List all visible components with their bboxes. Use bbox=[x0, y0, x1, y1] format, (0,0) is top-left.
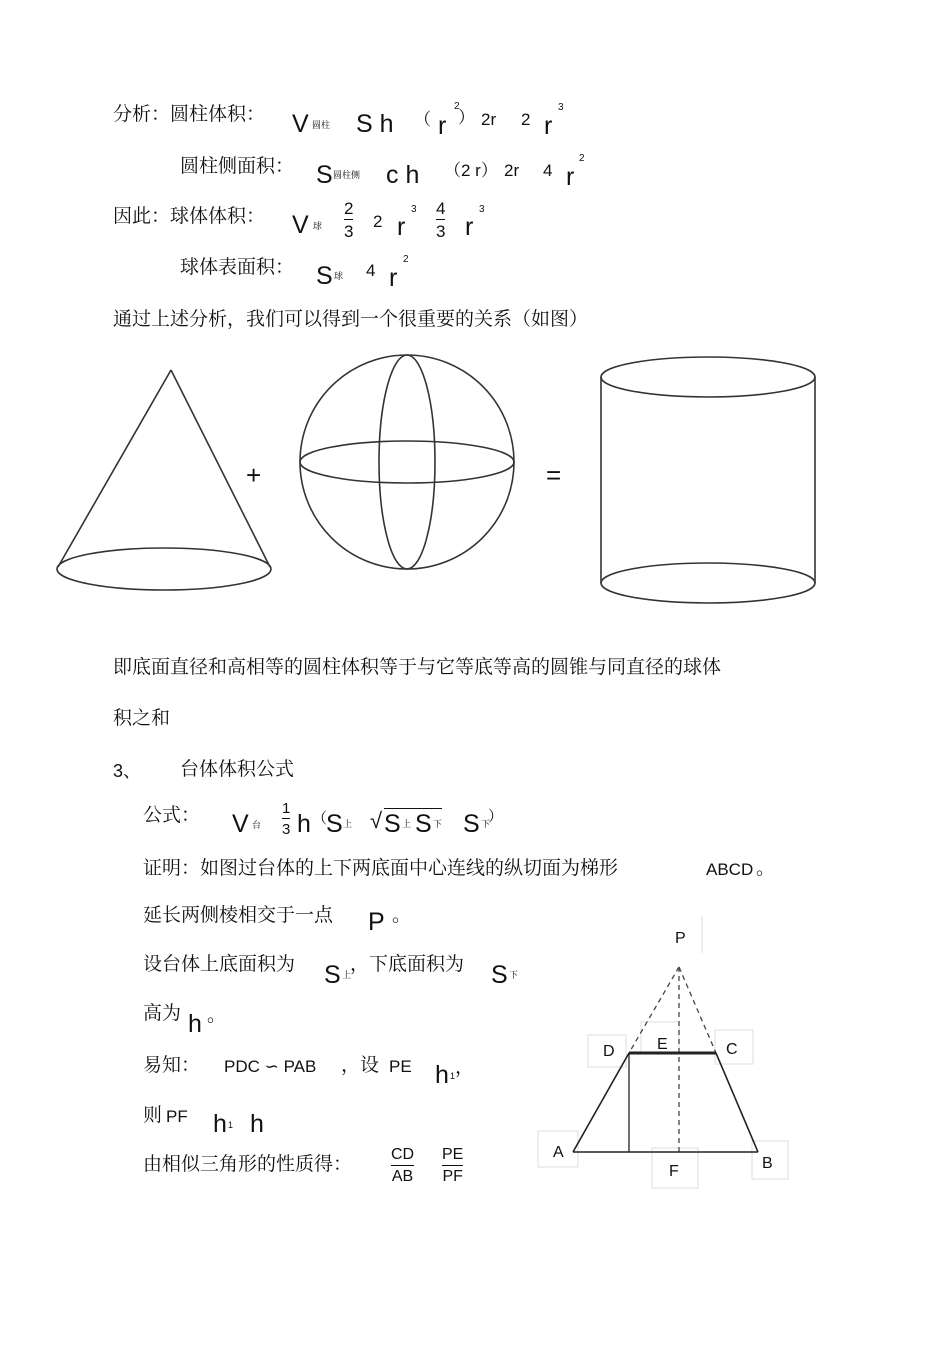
segment-cb bbox=[716, 1053, 758, 1152]
proof-line7a: 由相似三角形的性质得： bbox=[143, 1153, 353, 1175]
term-4: 4 bbox=[366, 261, 376, 280]
paren-open: （ bbox=[414, 110, 431, 129]
paren-close: ） bbox=[488, 808, 504, 825]
label-d: D bbox=[603, 1043, 615, 1060]
sub-bottom: 下 bbox=[433, 819, 443, 829]
abcd-label: ABCD bbox=[706, 860, 754, 879]
surface-label: 球体表面积： bbox=[180, 256, 295, 278]
numerator: 4 bbox=[436, 199, 446, 218]
segment-pe: PE bbox=[389, 1057, 412, 1076]
equals-sign: = bbox=[546, 460, 562, 490]
conclusion-line1: 即底面直径和高相等的圆柱体积等于与它等底等高的圆锥与同直径的球体 bbox=[113, 656, 722, 678]
numerator: 1 bbox=[282, 800, 291, 817]
therefore-label: 因此：球体体积： bbox=[113, 205, 266, 227]
sqrt-sign: √ bbox=[370, 808, 383, 833]
similar-triangles: PDC ∽ PAB bbox=[224, 1057, 317, 1076]
var-v: V bbox=[232, 810, 249, 838]
segment-pf: PF bbox=[166, 1107, 188, 1126]
cone-base bbox=[57, 548, 271, 590]
formula-label: 公式： bbox=[143, 804, 201, 826]
var-r: r bbox=[438, 112, 447, 140]
sub-top: 上 bbox=[343, 819, 353, 829]
var-v: V bbox=[292, 211, 309, 239]
sub-1: 1 bbox=[228, 1120, 234, 1130]
term-2: 2 bbox=[373, 212, 383, 231]
sqrt-bar bbox=[384, 808, 442, 809]
var-h1: h bbox=[213, 1110, 227, 1138]
var-sh: S h bbox=[356, 110, 394, 138]
proof-line4a: 高为 bbox=[143, 1002, 182, 1024]
label-f: F bbox=[669, 1163, 679, 1180]
sphere-equator bbox=[300, 441, 514, 483]
var-ch: c h bbox=[386, 161, 420, 189]
denominator: PF bbox=[442, 1168, 463, 1185]
point-p: P bbox=[368, 908, 385, 936]
sub-cylinder-side: 圆柱侧 bbox=[333, 170, 361, 180]
sub-1: 1 bbox=[450, 1071, 456, 1081]
denominator: AB bbox=[391, 1168, 414, 1185]
sphere-outline bbox=[300, 355, 514, 569]
var-s-top: S bbox=[384, 810, 401, 838]
proof-line1-end: 。 bbox=[756, 857, 776, 879]
sup-3: 3 bbox=[479, 204, 485, 215]
plus-sign: + bbox=[246, 460, 262, 490]
relation-text: 通过上述分析，我们可以得到一个很重要的关系（如图） bbox=[113, 308, 589, 330]
section-number: 3、 bbox=[113, 761, 142, 781]
label-a: A bbox=[553, 1144, 564, 1161]
proof-line6a: 则 bbox=[143, 1104, 163, 1126]
sub-ball: 球 bbox=[313, 221, 323, 231]
segment-da bbox=[573, 1053, 629, 1152]
var-r: r bbox=[465, 213, 474, 241]
label-b: B bbox=[762, 1155, 773, 1172]
var-s: S bbox=[316, 262, 333, 290]
cylinder-bottom bbox=[601, 563, 815, 603]
var-h: h bbox=[188, 1010, 202, 1038]
denominator: 3 bbox=[436, 222, 446, 241]
sub-bottom: 下 bbox=[481, 819, 491, 829]
term-4: 4 bbox=[543, 161, 553, 180]
label-p: P bbox=[675, 930, 686, 947]
side-area-label: 圆柱侧面积： bbox=[180, 155, 295, 177]
var-h1: h bbox=[435, 1061, 449, 1089]
conclusion-line2: 积之和 bbox=[113, 707, 171, 729]
var-s-bottom: S bbox=[415, 810, 432, 838]
var-s: S bbox=[316, 161, 333, 189]
denominator: 3 bbox=[282, 821, 291, 838]
cone-left-edge bbox=[58, 370, 171, 567]
var-s-bottom: S bbox=[491, 961, 508, 989]
proof-line3a: 设台体上底面积为 bbox=[143, 953, 296, 975]
dashed-pc bbox=[679, 967, 716, 1053]
sub-top: 上 bbox=[342, 970, 352, 980]
proof-line5-end: ， bbox=[455, 1056, 475, 1078]
label-c: C bbox=[726, 1041, 738, 1058]
paren-open: （ bbox=[312, 810, 328, 827]
fraction-1-3 bbox=[282, 801, 290, 837]
var-s-top: S bbox=[324, 961, 341, 989]
section-title: 台体体积公式 bbox=[180, 758, 295, 780]
sup-3: 3 bbox=[411, 204, 417, 215]
fraction-pe-pf bbox=[442, 1147, 463, 1185]
var-r: r bbox=[389, 264, 398, 292]
sub-frustum: 台 bbox=[252, 820, 262, 830]
numerator: PE bbox=[442, 1146, 464, 1163]
var-r: r bbox=[544, 112, 553, 140]
var-h: h bbox=[297, 810, 311, 838]
sphere-meridian bbox=[379, 355, 435, 569]
term-2pi-r: （2 r） bbox=[444, 161, 498, 180]
sub-cylinder: 圆柱 bbox=[312, 120, 331, 130]
numerator: CD bbox=[391, 1146, 415, 1163]
sub-bottom: 下 bbox=[509, 970, 519, 980]
proof-line3b: ，下底面积为 bbox=[350, 953, 465, 975]
numerator: 2 bbox=[344, 199, 354, 218]
term-2r: 2r bbox=[481, 110, 497, 129]
sup-3: 3 bbox=[558, 102, 564, 113]
cone-figure bbox=[57, 370, 271, 590]
proof-line2: 延长两侧棱相交于一点 bbox=[143, 904, 334, 926]
var-h: h bbox=[250, 1110, 264, 1138]
term-2: 2 bbox=[521, 110, 531, 129]
var-v: V bbox=[292, 110, 309, 138]
cylinder-top bbox=[601, 357, 815, 397]
cylinder-figure bbox=[601, 357, 815, 603]
sub-ball: 球 bbox=[334, 271, 344, 281]
analysis-label: 分析：圆柱体积： bbox=[113, 103, 266, 125]
dashed-pd bbox=[629, 967, 679, 1053]
paren-close: ） bbox=[458, 108, 475, 127]
sup-2: 2 bbox=[403, 254, 409, 265]
proof-line2-end: 。 bbox=[392, 904, 412, 926]
label-e: E bbox=[657, 1036, 668, 1053]
var-s-bottom: S bbox=[463, 810, 480, 838]
proof-line4-end: 。 bbox=[207, 1004, 227, 1026]
proof-line5b: ，设 bbox=[341, 1054, 380, 1076]
fraction-cd-ab bbox=[391, 1147, 414, 1185]
proof-line5a: 易知： bbox=[143, 1054, 201, 1076]
sup-2: 2 bbox=[454, 101, 460, 112]
sphere-figure bbox=[300, 355, 514, 569]
denominator: 3 bbox=[344, 222, 354, 241]
sup-2: 2 bbox=[579, 153, 585, 164]
var-s-top: S bbox=[326, 810, 343, 838]
var-r: r bbox=[397, 213, 406, 241]
term-2r: 2r bbox=[504, 161, 520, 180]
sub-top: 上 bbox=[402, 819, 412, 829]
proof-line1: 证明：如图过台体的上下两底面中心连线的纵切面为梯形 bbox=[143, 857, 619, 879]
var-r: r bbox=[566, 163, 575, 191]
